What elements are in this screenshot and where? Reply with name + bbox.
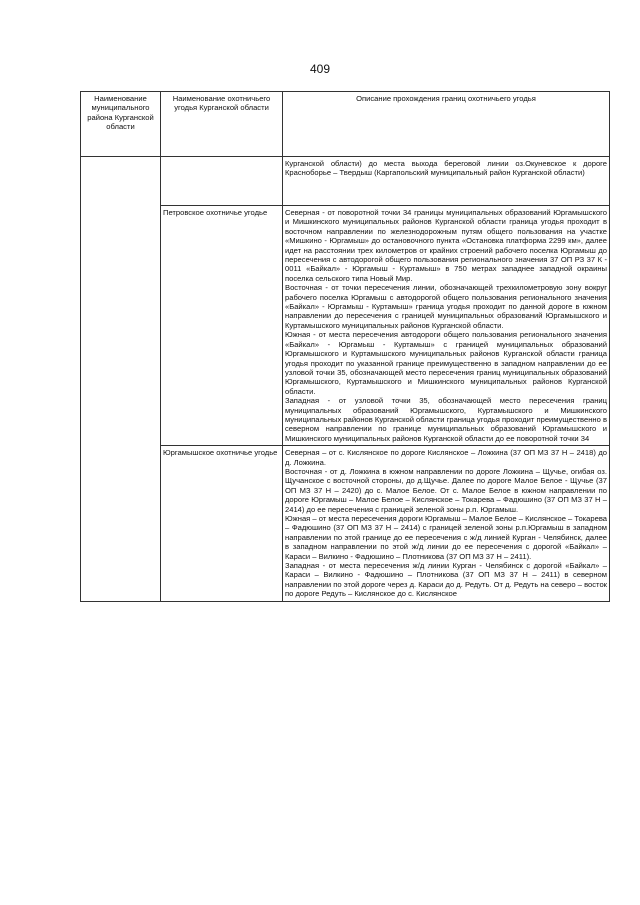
boundary-description-cell xyxy=(283,446,610,602)
boundary-south: Южная – от места пересечения дороги Юргамыш – Малое Белое – Кислянское – Токарева – Фадюшино (37 ОП МЗ 37 Н – 2414) с границей зеленой зоны р.п.Юргамыш в западном направлении по этой границе до ее пересечения с ж/д линией Курган - Челябинск, далее в западном направлении по этой ж/д линии до ее пересечения с дорогой «Байкал» – Караси – Вилкино - Фадюшино – Плотникова (37 ОП МЗ 37 Н – 2411). xyxy=(285,514,607,561)
district-cell xyxy=(81,157,161,602)
boundary-description-cell xyxy=(283,157,610,206)
boundary-north: Северная - от поворотной точки 34 границы муниципальных образований Юргамышского и Мишкинского муниципальных районов Курганской области граница угодья проходит в восточном направлении по железнодорожным путям общего пользования на участке «Мишкино - Юргамыш» до остановочного пункта «Остановка платформа 2299 км», далее идет на расстоянии трех километров от крайних строений рабочего поселка Юргамыш до пересечения с автодорогой общего пользования регионального значения 37 ОП РЗ 37 К - 0011 «Байкал» - Юргамыш - Куртамыш» в 750 метрах западнее западной окраины поселка сельского типа Новый Мир. xyxy=(285,208,607,283)
hunting-ground-name: Юргамышское охотничье угодье xyxy=(163,448,278,458)
boundary-west: Западная - от места пересечения ж/д линии Курган - Челябинск с дорогой «Байкал» – Караси – Вилкино - Фадюшино – Плотникова (37 ОП МЗ 37 Н – 2411) в северном направлении по этой дороге через д. Караси до д. Редуть. От д. Редуть на северо – восток по дороге Редуть – Кислянское до с. Кислянское xyxy=(285,561,607,599)
header-hunting-ground: Наименование охотничьего угодья Курганской области xyxy=(161,92,283,157)
header-district: Наименование муниципального района Курганской области xyxy=(81,92,161,157)
boundary-north: Северная – от с. Кислянское по дороге Кислянское – Ложкина (37 ОП МЗ 37 Н – 2418) до д. Ложкина. xyxy=(285,448,607,467)
hunting-ground-cell xyxy=(161,446,283,602)
header-boundary-description: Описание прохождения границ охотничьего угодья xyxy=(283,92,610,157)
hunting-ground-cell xyxy=(161,206,283,446)
boundary-west: Западная - от узловой точки 35, обозначающей место пересечения границ муниципальных образований Юргамышского, Куртамышского и Мишкинского муниципальных районов Курганской области граница угодья проходит преимущественно в северном направлении по границе муниципальных образований Юргамышского и Мишкинского муниципальных районов Курганской области до ее поворотной точки 34 xyxy=(285,396,607,443)
boundary-east: Восточная - от точки пересечения линии, обозначающей трехкилометровую зону вокруг рабочего поселка Юргамыш с автодорогой общего пользования регионального значения «Байкал» - Юргамыш - Куртамыш» граница угодья проходит по данной дороге в южном направлении до пересечения с границей муниципальных образований Юргамышского и Куртамышского муниципальных районов Курганской области. xyxy=(285,283,607,330)
table-row xyxy=(81,446,610,602)
boundary-paragraph: Курганской области) до места выхода береговой линии оз.Окуневское к дороге Красноборье – Твердыш (Каргапольский муниципальный район Курганской области) xyxy=(285,159,607,178)
hunting-grounds-table xyxy=(80,91,610,602)
table-row xyxy=(81,157,610,206)
boundary-description-cell xyxy=(283,206,610,446)
page-number: 409 xyxy=(309,62,331,76)
hunting-ground-name: Петровское охотничье угодье xyxy=(163,208,268,217)
boundary-east: Восточная - от д. Ложкина в южном направлении по дороге Ложкина – Щучье, огибая оз. Щучанское с восточной стороны, до д.Щучье. Далее по дороге Малое Белое - Щучье (37 ОП МЗ 37 Н – 2420) до с. Малое Белое. От с. Малое Белое в южном направлении по дороге Юргамыш – Малое Белое – Кислянское – Токарева – Фадюшино (37 ОП МЗ 37 Н – 2414) до ее пересечения с границей зеленой зоны р.п. Юргамыш. xyxy=(285,466,607,514)
hunting-ground-cell xyxy=(161,157,283,206)
table-header-row xyxy=(81,92,610,157)
boundary-south: Южная - от места пересечения автодороги общего пользования регионального значения «Байкал» - Юргамыш - Куртамыш» с границей муниципальных образований Юргамышского и Куртамышского муниципальных районов Курганской области граница угодья проходит по указанной границе преимущественно в западном направлении до ее узловой точки 35, обозначающей место пересечения границ муниципальных образований Юргамышского, Куртамышского и Мишкинского муниципальных районов Курганской области. xyxy=(285,330,607,396)
table-row xyxy=(81,206,610,446)
